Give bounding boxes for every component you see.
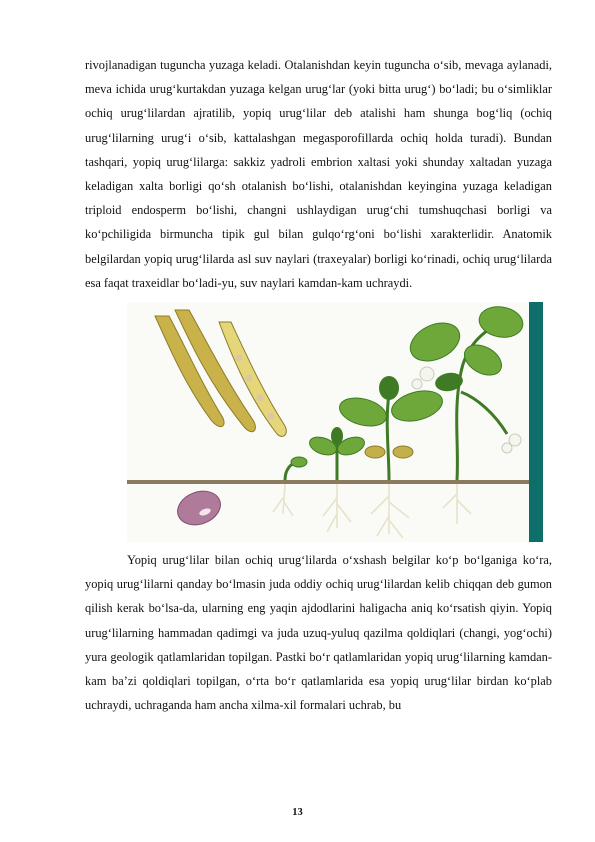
pod-seed (246, 375, 253, 382)
seedling-bud-2 (331, 427, 343, 445)
right-edge-bar (529, 302, 543, 542)
plant-root-4 (443, 484, 471, 524)
pod-seed (236, 355, 243, 362)
plant-leaf-4c (459, 339, 507, 382)
bean-flower (420, 367, 434, 381)
bean-germination-illustration (127, 302, 543, 542)
bean-flower (412, 379, 422, 389)
soil-line (127, 480, 529, 484)
paragraph-2: Yopiq urug‘lilar bilan ochiq urug‘lilarda o‘xshash belgilar ko‘p bo‘lganiga ko‘ra, yopiq urug‘lilarni qanday bo‘lmasin juda oddiy ochiq urug‘lilardan kelib chiqqan deb gumon qilish kerak bo‘lsa-da, ularning eng yaqin ajdodlarini haligacha aniq ko‘rsatish qiyin. Yopiq urug‘lilarning hammadan qadimgi va juda uzuq-yuluq qazilma qoldiqlari (changi, yog‘ochi) yura geologik qatlamlaridan topilgan. Pastki bo‘r qatlamlaridan yopiq urug‘lilarning kamdan-kam ba’zi qoldiqlari topilgan, o‘rta bo‘r qatlamlarida esa yopiq urug‘lilar birdan ko‘plab uchraydi, uchraganda ham ancha xilma-xil formalari uchrab, bu (85, 553, 552, 713)
illustration-svg (127, 302, 543, 542)
paragraph-1: rivojlanadigan tuguncha yuzaga keladi. Otalanishdan keyin tuguncha o‘sib, mevaga aylanadi, meva ichida urug‘kurtakdan yuzaga kelgan urug‘lar (yoki bitta urug‘) bo‘ladi; bu o‘simliklar ochiq urug‘lilardan ajratilib, yopiq urug‘lilar deb atalishi ham shunga bog‘liq (ochiq urug‘lilarning urug‘i o‘sib, kattalashgan megasporofillarda ochiq holda turadi). Bundan tashqari, yopiq urug‘lilarga: sakkiz yadroli embrion xaltasi yoki shunday xaltadan yuzaga keladigan xalta borligi qo‘sh otalanish bo‘lishi, otalanishdan keyingina yuzaga keladigan triploid endosperm bo‘lishi, changni ushlaydigan urug‘chi tumshuqchasi borligi va ko‘pchiligida birmuncha tipik gul bilan gulqo‘rg‘oni bo‘lishi xarakterlidir. Anatomik belgilardan yopiq urug‘lilarda asl suv naylari (traxeyalar) borligi ko‘rinadi, ochiq urug‘lilarda esa faqat traxeidlar bo‘ladi-yu, suv naylari kamdan-kam uchraydi. (85, 58, 552, 290)
bean-seed (173, 485, 225, 530)
seedling-root-2 (323, 484, 351, 532)
sprout-root-1 (273, 484, 293, 516)
pod-seed (257, 395, 264, 402)
pod-seed (268, 413, 275, 420)
seedling-bud-3 (379, 376, 399, 400)
document-page (85, 53, 552, 717)
plant-leaf-4b (477, 303, 526, 340)
seedling-cotyledon-3 (393, 446, 413, 458)
plant-leaf-4a (404, 316, 465, 369)
seedling-leaf-3-left (336, 393, 389, 431)
page-number: 13 (292, 807, 303, 818)
seedling-cotyledon-3 (365, 446, 385, 458)
seedling-stem-3 (387, 394, 389, 480)
bean-flower (502, 443, 512, 453)
seedling-root-3 (371, 484, 409, 538)
sprout-cotyledon-1 (291, 457, 307, 467)
plant-branch-4 (461, 392, 507, 434)
